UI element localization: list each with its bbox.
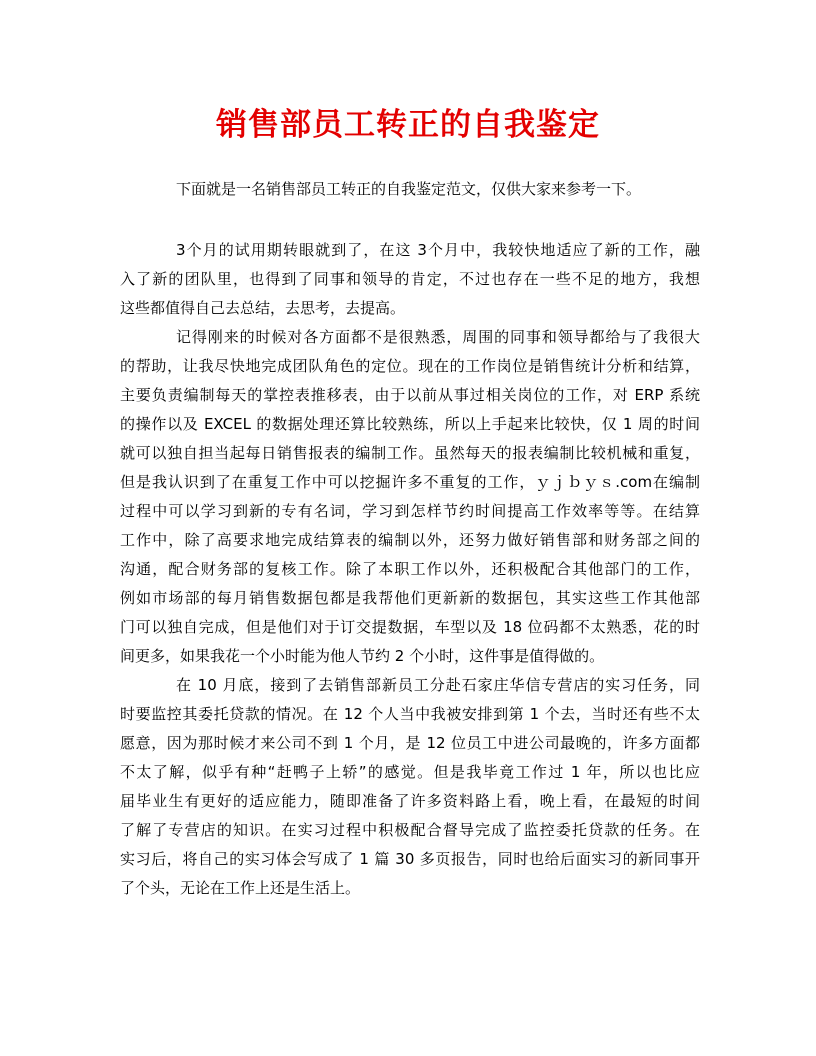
paragraph-line: 入了新的团队里，也得到了同事和领导的肯定，不过也存在一些不足的地方，我想	[120, 270, 700, 288]
document-title: 销售部员工转正的自我鉴定	[216, 107, 600, 143]
paragraph-line: 时要监控其委托贷款的情况。在 12 个人当中我被安排到第 1 个去，当时还有些不太	[120, 705, 700, 723]
paragraph-line: 记得刚来的时候对各方面都不是很熟悉，周围的同事和领导都给与了我很大	[176, 328, 700, 346]
document-body	[120, 236, 700, 903]
paragraph-1	[120, 236, 700, 323]
paragraph-line: 工作中，除了高要求地完成结算表的编制以外，还努力做好销售部和财务部之间的	[120, 531, 700, 549]
paragraph-line: 实习后，将自己的实习体会写成了 1 篇 30 多页报告，同时也给后面实习的新同事开	[120, 850, 700, 868]
paragraph-line: 了个头，无论在工作上还是生活上。	[120, 879, 361, 897]
paragraph-line: 愿意，因为那时候才来公司不到 1 个月，是 12 位员工中进公司最晚的，许多方面都	[120, 734, 700, 752]
paragraph-line: 3个月的试用期转眼就到了，在这 3个月中，我较快地适应了新的工作，融	[176, 241, 700, 259]
paragraph-line: 主要负责编制每天的掌控表推移表，由于以前从事过相关岗位的工作，对 ERP 系统	[120, 386, 700, 404]
paragraph-line: 不太了解，似乎有种“赶鸭子上轿”的感觉。但是我毕竟工作过 1 年，所以也比应	[120, 763, 700, 781]
intro-text: 下面就是一名销售部员工转正的自我鉴定范文，仅供大家来参考一下。	[176, 180, 642, 198]
paragraph-line: 例如市场部的每月销售数据包都是我帮他们更新新的数据包，其实这些工作其他部	[120, 589, 700, 607]
paragraph-line: 就可以独自担当起每日销售报表的编制工作。虽然每天的报表编制比较机械和重复，	[120, 444, 700, 462]
paragraph-2	[120, 323, 700, 671]
paragraph-line: 间更多，如果我花一个小时能为他人节约 2 个小时，这件事是值得做的。	[120, 647, 605, 665]
paragraph-line: 在 10 月底，接到了去销售部新员工分赴石家庄华信专营店的实习任务，同	[176, 676, 700, 694]
paragraph-line: 的帮助，让我尽快地完成团队角色的定位。现在的工作岗位是销售统计分析和结算，	[120, 357, 700, 375]
paragraph-line: 届毕业生有更好的适应能力，随即准备了许多资料路上看，晚上看，在最短的时间	[120, 792, 700, 810]
paragraph-line: 这些都值得自己去总结，去思考，去提高。	[120, 299, 406, 317]
paragraph-line: 了解了专营店的知识。在实习过程中积极配合督导完成了监控委托贷款的任务。在	[120, 821, 700, 839]
paragraph-line: 沟通，配合财务部的复核工作。除了本职工作以外，还积极配合其他部门的工作，	[120, 560, 700, 578]
paragraph-3	[120, 671, 700, 903]
paragraph-line: 过程中可以学习到新的专有名词，学习到怎样节约时间提高工作效率等等。在结算	[120, 502, 700, 520]
paragraph-line: 的操作以及 EXCEL 的数据处理还算比较熟练，所以上手起来比较快，仅 1 周的时间	[120, 415, 700, 433]
paragraph-line: 门可以独自完成，但是他们对于订交提数据，车型以及 18 位码都不太熟悉，花的时	[120, 618, 700, 636]
paragraph-line: 但是我认识到了在重复工作中可以挖掘许多不重复的工作，ｙｊｂｙｓ.com在编制	[120, 473, 700, 491]
